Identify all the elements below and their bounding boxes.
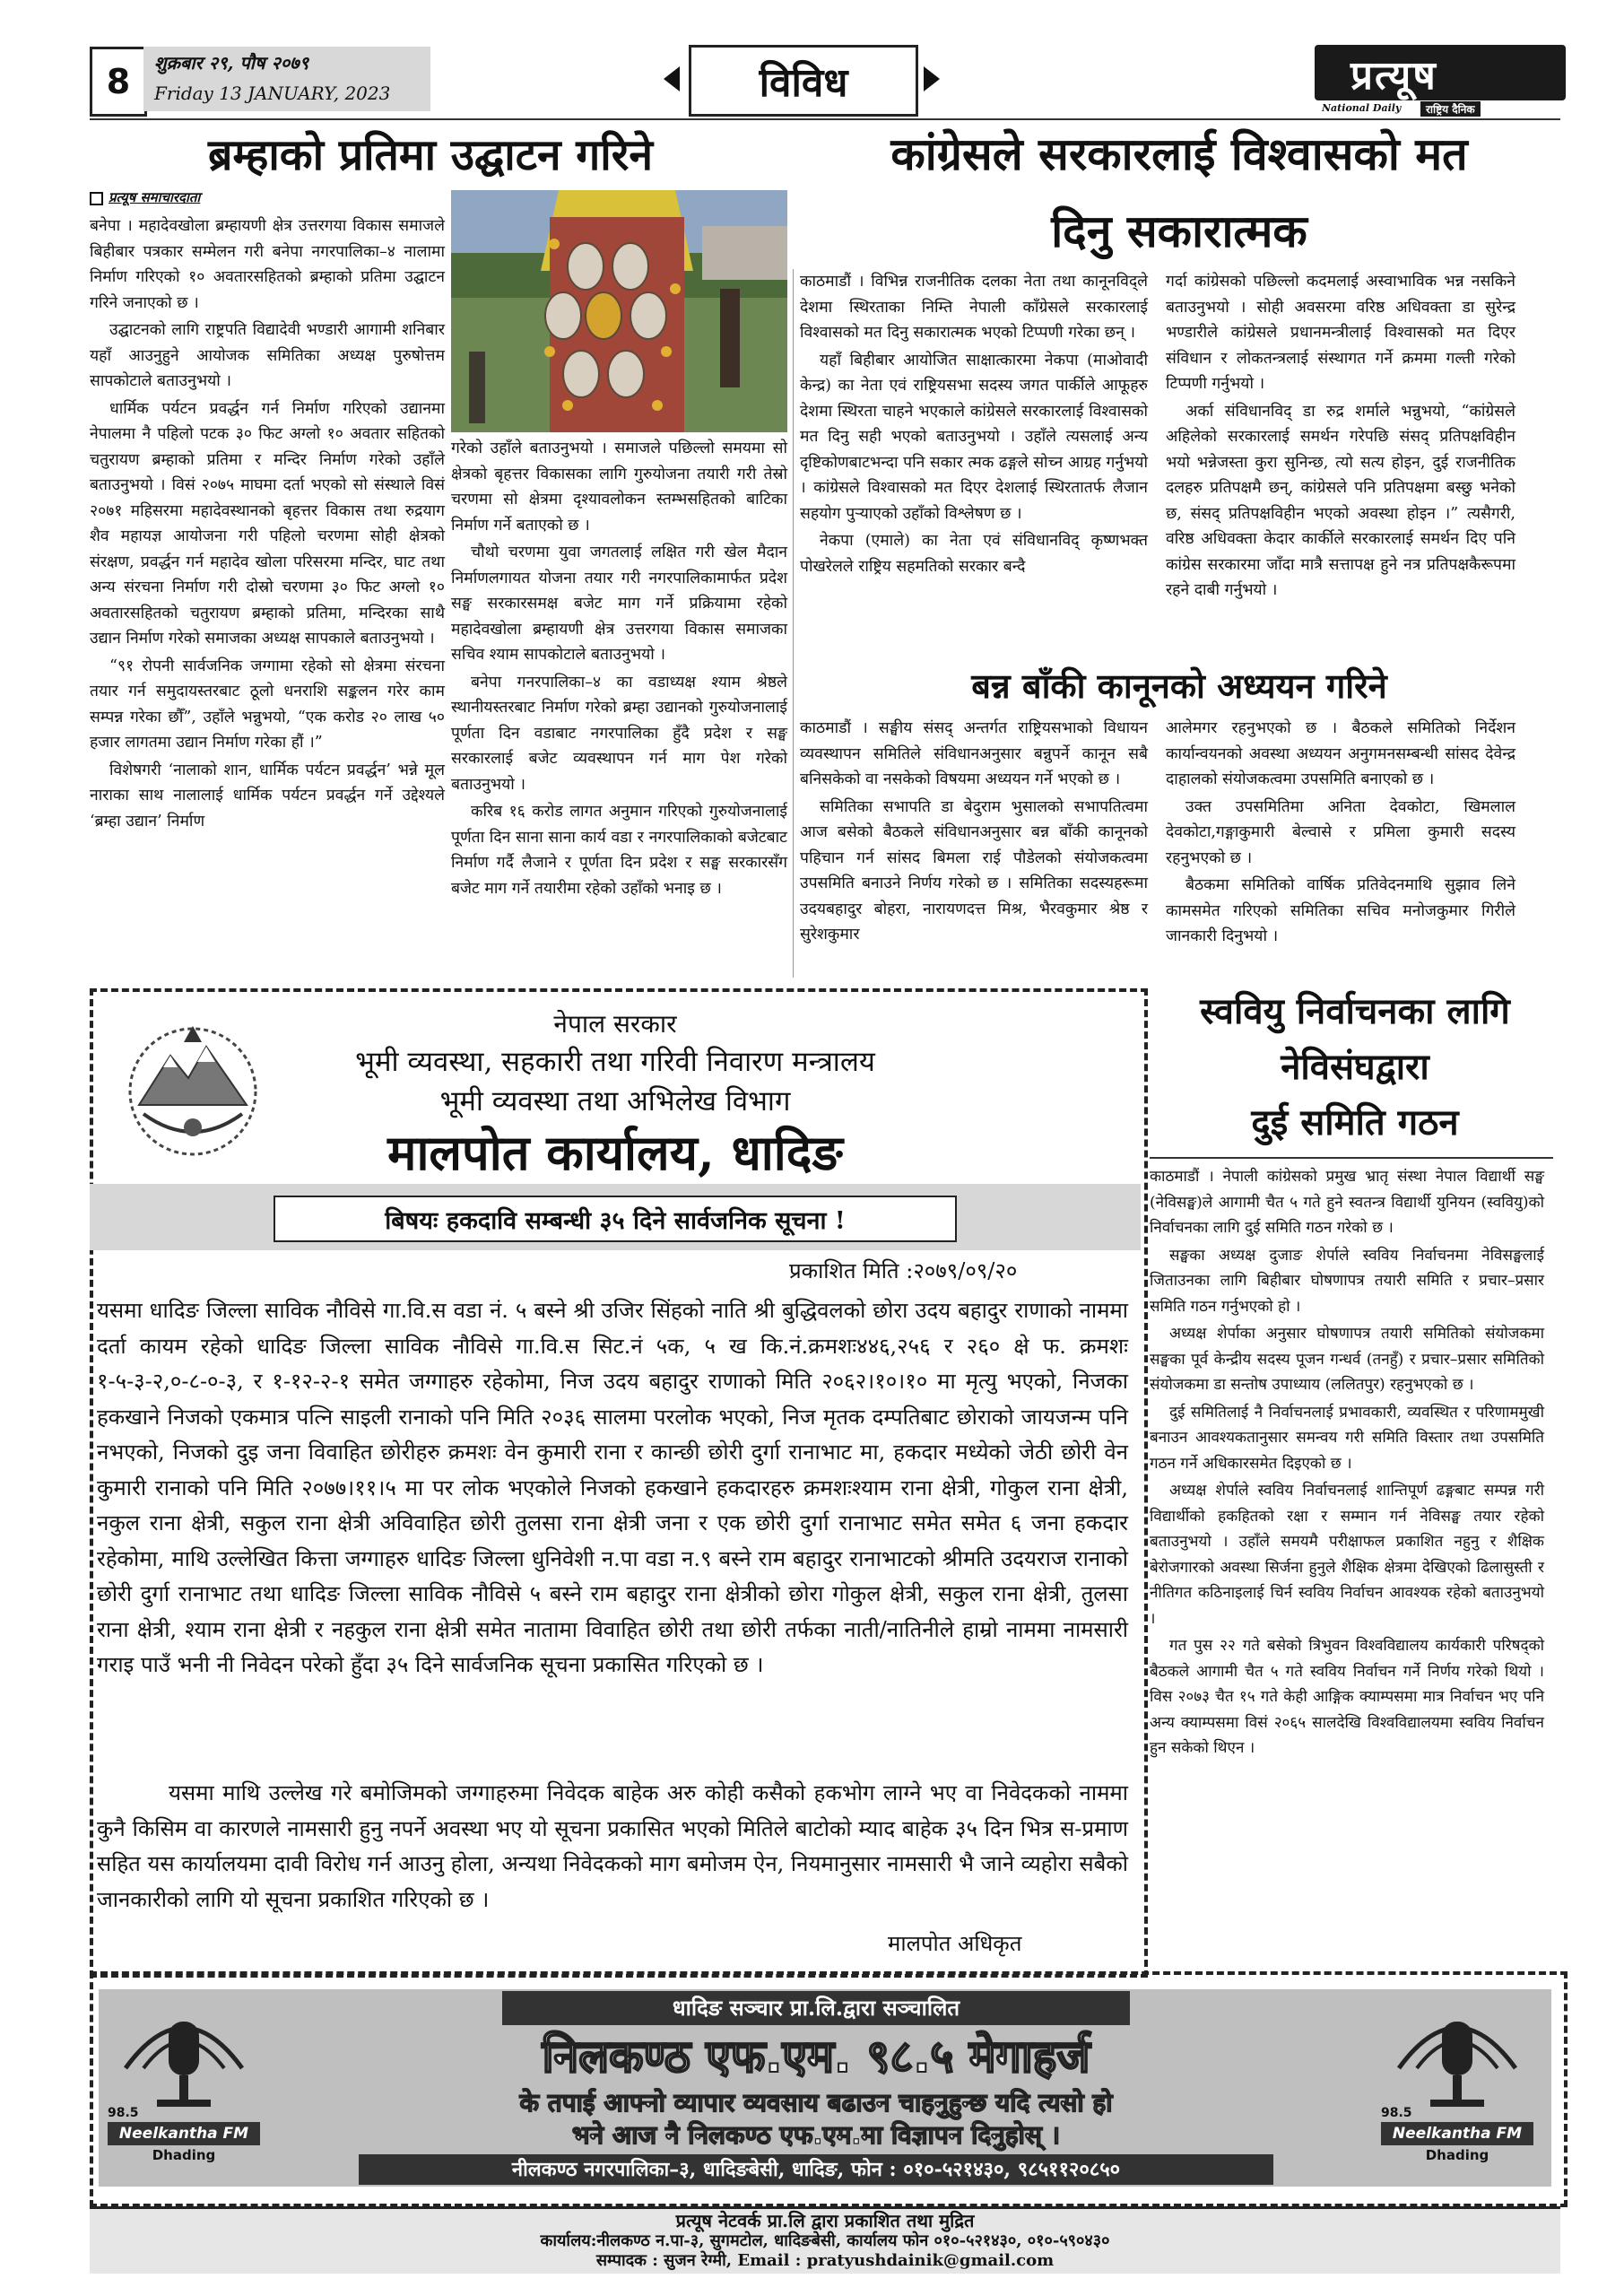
logo-title: प्रत्यूष [1350, 53, 1437, 99]
paragraph: विशेषगरी ‘नालाको शान, धार्मिक पर्यटन प्रवर्द्धन’ भन्ने मूल नाराका साथ नालालाई धार्मिक पर्यटन प्रवर्द्धन गर्ने उद्देश्यले ‘ब्रम्हा उद्यान’ निर्माण [90, 761, 445, 831]
notice-line1: नेपाल सरकार [553, 1009, 677, 1039]
notice-paragraph1: यसमा धादिङ जिल्ला साविक नौविसे गा.वि.स वडा नं. ५ बस्ने श्री उजिर सिंहको नाति श्री बुद्धिवलको छोरा उदय बहादुर राणाको नाममा दर्ता कायम रहेको धादिङ जिल्ला साविक नौविसे गा.वि.स सिट.नं ५क, ५ ख कि.नं.क्रमशः४४६,२५६ र २६० क्षे फ. क्रमशः १-५-३-२,०-८-०-३, र १-१२-२-१ समेत जग्गाहरु रहेकोमा, निज उदय बहादुर राणाको मिति २०६२।१०।१० मा मृत्यु भएको, निजका हकखाने निजको एकमात्र पत्नि साइली रानाको पनि मिति २०३६ सालमा परलोक भएको, निज मृतक दम्पतिबाट छोराको जायजन्म पनि नभएको, निजको दुइ जना विवाहित छोरीहरु क्रमशः वेन कुमारी राना र कान्छी छोरी दुर्गा रानाभाट मा, हकदार मध्येको जेठी छोरी वेन कुमारी रानाको पनि मिति २०७७।११।५ मा पर लोक भएकोले निजको हकखाने हकदारहरु क्रमशःश्याम राना क्षेत्री, गोकुल राना क्षेत्री, नकुल राना क्षेत्री, सकुल राना क्षेत्री अविवाहित छोरी तुलसा राना क्षेत्री जना र एक छोरी दुर्गा रानाभाट समेत समेत ६ जना हकदार रहेकोमा, माथि उल्लेखित कित्ता जग्गाहरु धादिङ जिल्ला धुनिवेशी न.पा वडा न.९ बस्ने राम बहादुर रानाभाटको श्रीमति उदयराज रानाको छोरी दुर्गा रानाभाट तथा धादिङ जिल्ला साविक नौविसे ५ बस्ने राम बहादुर राना क्षेत्रीको छोरा गोकुल क्षेत्री, सकुल राना क्षेत्री, तुलसा राना क्षेत्री, श्याम राना क्षेत्री र नहकुल राना क्षेत्री समेत नातामा विवाहित छोरी तथा छोरी तर्फका नाती/नातिनीले हाम्रो नाममा नामसारी गराइ पाउँ भनी नी निवेदन परेको हुँदा ३५ दिने सार्वजनिक सूचना प्रकासित गरिएको छ । [97, 1298, 1128, 1677]
byline-box-icon [90, 192, 103, 205]
article3-headline: बन्न बाँकी कानूनको अध्ययन गरिने [971, 665, 1387, 706]
fm-badge-left [108, 1996, 260, 2176]
paragraph: उक्त उपसमितिमा अनिता देवकोटा, खिमलाल देवकोटा,गङ्गाकुमारी बेल्वासे र प्रमिला कुमारी सदस्य रहनुभएको छ । [1166, 797, 1515, 867]
paragraph: यहाँ बिहीबार आयोजित साक्षात्कारमा नेकपा (माओवादी केन्द्र) का नेता एवं राष्ट्रियसभा सदस्य जगत पार्कीले आफूहरु देशमा स्थिरता चाहने भएकाले कांग्रेसले सरकारलाई विश्वासको मत दिनु सही भएको बताउनुभयो । उहाँले त्यसलाई अन्य दृष्टिकोणबाटभन्दा पनि सकार त्मक ढङ्गले सोच्न आग्रह गर्नुभयो । कांग्रेसले विश्वासको मत दिएर देशलाई स्थिरतातर्फ लैजान सहयोग पुऱ्याएको उहाँको विश्लेषण छ । [800, 351, 1148, 523]
fm-badge-freq: 98.5 [108, 2106, 139, 2120]
notice-office-title: मालपोत कार्यालय, धादिङ [387, 1124, 843, 1181]
article4-headline-line3: दुई समिति गठन [1251, 1101, 1459, 1144]
paragraph: अध्यक्ष शेर्पाले स्वविय निर्वाचनलाई शान्तिपूर्ण ढङ्गबाट सम्पन्न गरी विद्यार्थीको हकहितको रक्षा र सम्मान गर्न नेविसङ्घ तयार रहेको बताउनुभयो । उहाँले समयमै परीक्षाफल प्रकाशित नहुनु र शैक्षिक बेरोजगारको अवस्था सिर्जना हुनुले शैक्षिक क्षेत्रमा देखिएको ढिलासुस्ती र नीतिगत कठिनाइलाई चिर्न स्वविय निर्वाचन आवश्यक रहेको बताउनुभयो । [1150, 1482, 1544, 1628]
article2-headline-line1: कांग्रेसले सरकारलाई विश्वासको मत [890, 127, 1468, 180]
notice-line3: भूमी व्यवस्था तथा अभिलेख विभाग [439, 1085, 791, 1118]
fm-tagline1: के तपाई आफ्नो व्यापार व्यवसाय बढाउन चाहनुहुन्छ यदि त्यसो हो [519, 2088, 1113, 2118]
paragraph: आलेमगर रहनुभएको छ । बैठकले समितिको निर्देशन कार्यान्वयनको अवस्था अध्ययन अनुगमनसम्बन्धी सांसद देवेन्द्र दाहालको संयोजकत्वमा उपसमिति बनाएको छ । [1166, 719, 1515, 788]
article1-col2 [451, 436, 787, 903]
fm-badge-place: Dhading [152, 2147, 216, 2163]
article2-col1 [800, 269, 1148, 581]
paragraph: गर्दा कांग्रेसको पछिल्लो कदमलाई अस्वाभाविक भन्न नसकिने बताउनुभयो । सोही अवसरमा वरिष्ठ अधिवक्ता डा सुरेन्द्र भण्डारीले कांग्रेसले प्रधानमन्त्रीलाई विश्वासको मत दिएर संविधान र लोकतन्त्रलाई संस्थागत गर्ने क्रममा गल्ती गरेको टिप्पणी गर्नुभयो । [1166, 273, 1515, 393]
arrow-left-icon [664, 66, 680, 91]
fm-top-line: धादिङ सञ्चार प्रा.लि.द्वारा सञ्चालित [502, 1991, 1130, 2025]
footer-line3: सम्पादक : सुजन रेग्मी, Email : pratyushdainik@gmail.com [595, 2251, 1055, 2270]
column-divider [793, 269, 794, 978]
notice-line2: भूमी व्यवस्था, सहकारी तथा गरिवी निवारण मन्त्रालय [355, 1046, 875, 1078]
article1-col1 [90, 213, 445, 836]
paragraph: गत पुस २२ गते बसेको त्रिभुवन विश्वविद्यालय कार्यकारी परिषद्को बैठकले आगामी चैत ५ गते स्वविय निर्वाचन गर्ने निर्णय गरेको थियो । विस २०७३ चैत १५ गते केही आङ्गिक क्याम्पसमा मात्र निर्वाचन भए पनि अन्य क्याम्पसमा विसं २०६५ सालदेखि विश्वविद्यालयमा स्वविय निर्वाचन हुन सकेको थिएन । [1150, 1637, 1544, 1757]
paragraph: गरेको उहाँले बताउनुभयो । समाजले पछिल्लो समयमा सो क्षेत्रको बृहत्तर विकासका लागि गुरुयोजना तयारी गरी तेस्रो चरणमा सो क्षेत्रमा दृश्यावलोकन स्तम्भसहितको बाटिका निर्माण गर्ने बताएको छ । [451, 439, 787, 535]
fm-address: नीलकण्ठ नगरपालिका–३, धादिङबेसी, धादिङ, फोन : ०१०-५२१४३०, ९८५११२०८५० [359, 2154, 1273, 2185]
article2-col2 [1166, 269, 1515, 605]
article1-headline: ब्रम्हाको प्रतिमा उद्घाटन गरिने [207, 130, 653, 180]
notice-subject: बिषयः हकदावि सम्बन्धी ३५ दिने सार्वजनिक सूचना ! [274, 1196, 957, 1242]
logo-sub-right: राष्ट्रिय दैनिक [1420, 101, 1481, 117]
paragraph: चौथो चरणमा युवा जगतलाई लक्षित गरी खेल मैदान निर्माणलगायत योजना तयार गरी नगरपालिकामार्फत प्रदेश सङ्घ सरकारसमक्ष बजेट माग गर्ने प्रक्रियामा रहेको महादेवखोला ब्रम्हायणी क्षेत्र उत्तरगया विकास समाजका सचिव श्याम सापकोटाले बताउनुभयो । [451, 544, 787, 664]
section-title: विविध [689, 45, 918, 117]
paragraph: दुई समितिलाई नै निर्वाचनलाई प्रभावकारी, व्यवस्थित र परिणाममुखी बनाउन आवश्यकतानुसार समन्वय गरी समिति विस्तार तथा उपसमिति गठन गर्ने अधिकारसमेत दिइएको छ । [1150, 1403, 1544, 1473]
article4-rule [1150, 1157, 1553, 1159]
paragraph: अर्का संविधानविद् डा रुद्र शर्माले भन्नुभयो, “कांग्रेसले अहिलेको सरकारलाई समर्थन गरेपछि संसद् प्रतिपक्षविहीन भयो भन्नेजस्ता कुरा सुनिन्छ, त्यो सत्य होइन, दुई राजनीतिक दलहरु प्रतिपक्षमै छन्, कांग्रेसले पनि प्रतिपक्षमा बस्छु भनेको छ, संसद् प्रतिपक्षविहीन भएको अवस्था होइन ।” त्यसैगरी, वरिष्ठ अधिवक्ता केदार कार्कीले सरकारलाई समर्थन दिए पनि कांग्रेस सरकारमा जाँदा मात्रै सत्तापक्ष हुने नत्र प्रतिपक्षकैरूपमा रहने दाबी गर्नुभयो । [1166, 402, 1515, 599]
paragraph: काठमाडौं । विभिन्न राजनीतिक दलका नेता तथा कानूनविद्ले देशमा स्थिरताका निम्ति नेपाली काँग्रेसले सरकारलाई विश्वासको मत दिनु सकारात्मक भएको टिप्पणी गरेका छन् । [800, 273, 1148, 342]
paragraph: करिब १६ करोड लागत अनुमान गरिएको गुरुयोजनालाई पूर्णता दिन साना साना कार्य वडा र नगरपालिकाको बजेटबाट निर्माण गर्दै लैजाने र पूर्णता दिन प्रदेश र सङ्घ सरकारसँग बजेट माग गर्ने तयारीमा रहेको उहाँको भनाइ छ । [451, 803, 787, 898]
statue-illustration [451, 190, 787, 432]
byline [90, 188, 200, 206]
paragraph: समितिका सभापति डा बेदुराम भुसालको सभापतित्वमा आज बसेको बैठकले संविधानअनुसार बन्न बाँकी कानूनको पहिचान गर्न सांसद बिमला राई पौडेलको संयोजकत्वमा उपसमिति बनाउने निर्णय गरेको छ । समितिका सदस्यहरूमा उदयबहादुर बोहरा, नारायणदत्त मिश्र, भैरवकुमार श्रेष्ठ र सुरेशकुमार [800, 797, 1148, 944]
microphone-icon [1381, 1996, 1533, 2122]
paragraph: बनेपा गनरपालिका–४ का वडाध्यक्ष श्याम श्रेष्ठले स्थानीयस्तरबाट निर्माण गरेको ब्रम्हा उद्यानको गुरुयोजनालाई पूर्णता दिन वडाबाट नगरपालिका हुँदै प्रदेश र सङ्घ सरकारलाई बजेट व्यवस्थापन गर्न माग पेश गरेको बताउनुभयो । [451, 673, 787, 794]
arrow-right-icon [924, 66, 940, 91]
fm-title: निलकण्ठ एफ.एम. ९८.५ मेगाहर्ज [542, 2031, 1090, 2083]
paragraph: अध्यक्ष शेर्पाका अनुसार घोषणापत्र तयारी समितिको संयोजकमा सङ्घका पूर्व केन्द्रीय सदस्य पूजन गन्धर्व (तनहुँ) र प्रचार–प्रसार समितिको संयोजकमा डा सन्तोष उपाध्याय (ललितपुर) रहनुभएको छ । [1150, 1325, 1544, 1394]
notice-published-date: प्रकाशित मिति :२०७९/०९/२० [789, 1258, 1018, 1283]
date-nepali: शुक्रबार २९, पौष २०७९ [154, 52, 309, 74]
paragraph: नेकपा (एमाले) का नेता एवं संविधानविद् कृष्णभक्त पोखरेलले राष्ट्रिय सहमतिको सरकार बन्दै [800, 532, 1148, 576]
article2-headline-line2: दिनु सकारात्मक [1051, 204, 1307, 257]
byline-text: प्रत्यूष समाचारदाता [109, 189, 201, 205]
article3-col1 [800, 716, 1148, 950]
masthead-logo [1315, 45, 1566, 117]
paragraph: सङ्घका अध्यक्ष दुजाङ शेर्पाले स्वविय निर्वाचनमा नेविसङ्घलाई जिताउनका लागि बिहीबार घोषणापत्र तयारी समिति र प्रचार–प्रसार समिति गठन गर्नुभएको हो । [1150, 1246, 1544, 1316]
brahma-statue-photo [451, 190, 787, 432]
fm-badge-freq: 98.5 [1381, 2106, 1412, 2120]
paragraph: काठमाडौं । सङ्घीय संसद् अन्तर्गत राष्ट्रियसभाको विधायन व्यवस्थापन समितिले संविधानअनुसार बन्नुपर्ने कानून सबै बनिसकेको वा नसकेको विषयमा अध्ययन गर्ने भएको छ । [800, 719, 1148, 788]
footer-line1: प्रत्यूष नेटवर्क प्रा.लि द्वारा प्रकाशित तथा मुद्रित [675, 2210, 975, 2231]
article4-headline-line1: स्ववियु निर्वाचनका लागि [1200, 990, 1510, 1032]
notice-paragraph2: यसमा माथि उल्लेख गरे बमोजिमको जग्गाहरुमा निवेदक बाहेक अरु कोही कसैको हकभोग लाग्ने भए वा निवेदकको नाममा कुनै किसिम वा कारणले नामसारी हुनु नपर्ने अवस्था भए यो सूचना प्रकासित भएको मितिले बाटोको म्याद बाहेक ३५ दिन भित्र स-प्रमाण सहित यस कार्यालयमा दावी विरोध गर्न आउनु होला, अन्यथा निवेदकको माग बमोजम ऐन, नियमानुसार नामसारी भै जाने व्यहोरा सबैको जानकारीको लागि यो सूचना प्रकाशित गरिएको छ । [97, 1780, 1128, 1912]
article3-col2 [1166, 716, 1515, 952]
microphone-icon [108, 1996, 260, 2122]
paragraph: उद्घाटनको लागि राष्ट्रपति विद्यादेवी भण्डारी आगामी शनिबार यहाँ आउनुहुने आयोजक समितिका अध्यक्ष पुरुषोत्तम सापकोटाले बताउनुभयो । [90, 321, 445, 390]
fm-badge-name: Neelkantha FM [1381, 2122, 1533, 2145]
article4-headline-line2: नेविसंघद्वारा [1281, 1046, 1429, 1088]
paragraph: बनेपा । महादेवखोला ब्रम्हायणी क्षेत्र उत्तरगया विकास समाजले बिहीबार पत्रकार सम्मेलन गरी बनेपा नगरपालिका–४ नालामा निर्माण गरिएको १० अवतारसहितको ब्रम्हाको प्रतिमा उद्घाटन गरिने जनाएको छ । [90, 217, 445, 312]
paragraph: धार्मिक पर्यटन प्रवर्द्धन गर्न निर्माण गरिएको उद्यानमा नेपालमा नै पहिलो पटक ३० फिट अग्लो १० अवतार सहितको चतुरायण ब्रम्हाको प्रतिमा र मन्दिर निर्माण गरेको उहाँले बताउनुभयो । विसं २०७५ माघमा दर्ता भएको सो संस्थाले विसं २०७१ महिसरमा महादेवस्थानको बृहत्तर विकास तथा रुद्रयाग शैव महायज्ञ आयोजना गरी पहिलो चरणमा सोही क्षेत्रको संरक्षण, प्रवर्द्धन गर्न महादेव खोला परिसरमा मन्दिर, घाट तथा अन्य संरचना निर्माण गरी दोस्रो चरणमा ३० फिट अग्लो १० अवतारसहितको चतुरायण ब्रम्हाको प्रतिमा, मन्दिरका साथै उद्यान निर्माण गरेको समाजका अध्यक्ष सापकाले बताउनुभयो । [90, 399, 445, 648]
logo-sub-left: National Daily [1322, 102, 1402, 114]
date-english: Friday 13 JANUARY, 2023 [154, 83, 391, 104]
fm-tagline2: भने आज नै निलकण्ठ एफ.एम.मा विज्ञापन दिनुहोस् । [571, 2120, 1061, 2150]
notice-signature: मालपोत अधिकृत [888, 1931, 1022, 1956]
paragraph: “९१ रोपनी सार्वजनिक जग्गामा रहेको सो क्षेत्रमा संरचना तयार गर्न समुदायस्तरबाट ठूलो धनराशि सङ्कलन गरेर काम सम्पन्न गरेका छौँ”, उहाँले भन्नुभयो, “एक करोड २० लाख ५० हजार लागतमा उद्यान निर्माण गरेका हौं ।” [90, 657, 445, 752]
paragraph: काठमाडौं । नेपाली कांग्रेसको प्रमुख भ्रातृ संस्था नेपाल विद्यार्थी सङ्घ (नेविसङ्घ)ले आगामी चैत ५ गते हुने स्वतन्त्र विद्यार्थी युनियन (स्ववियु)को निर्वाचनका लागि दुई समिति गठन गरेको छ । [1150, 1168, 1544, 1237]
fm-badge-place: Dhading [1425, 2147, 1489, 2163]
fm-badge-name: Neelkantha FM [108, 2122, 260, 2145]
paragraph: बैठकमा समितिको वार्षिक प्रतिवेदनमाथि सुझाव लिने कामसमेत गरिएको समितिका सचिव मनोजकुमार गिरीले जानकारी दिनुभयो । [1166, 876, 1515, 945]
fm-badge-right [1381, 1996, 1533, 2176]
page-number: 8 [90, 47, 147, 117]
footer-line2: कार्यालय:नीलकण्ठ न.पा-३, सुगमटोल, धादिङबेसी, कार्यालय फोन ०१०-५२१४३०, ०१०-५९०४३० [540, 2231, 1110, 2250]
article4-col [1150, 1164, 1544, 1763]
